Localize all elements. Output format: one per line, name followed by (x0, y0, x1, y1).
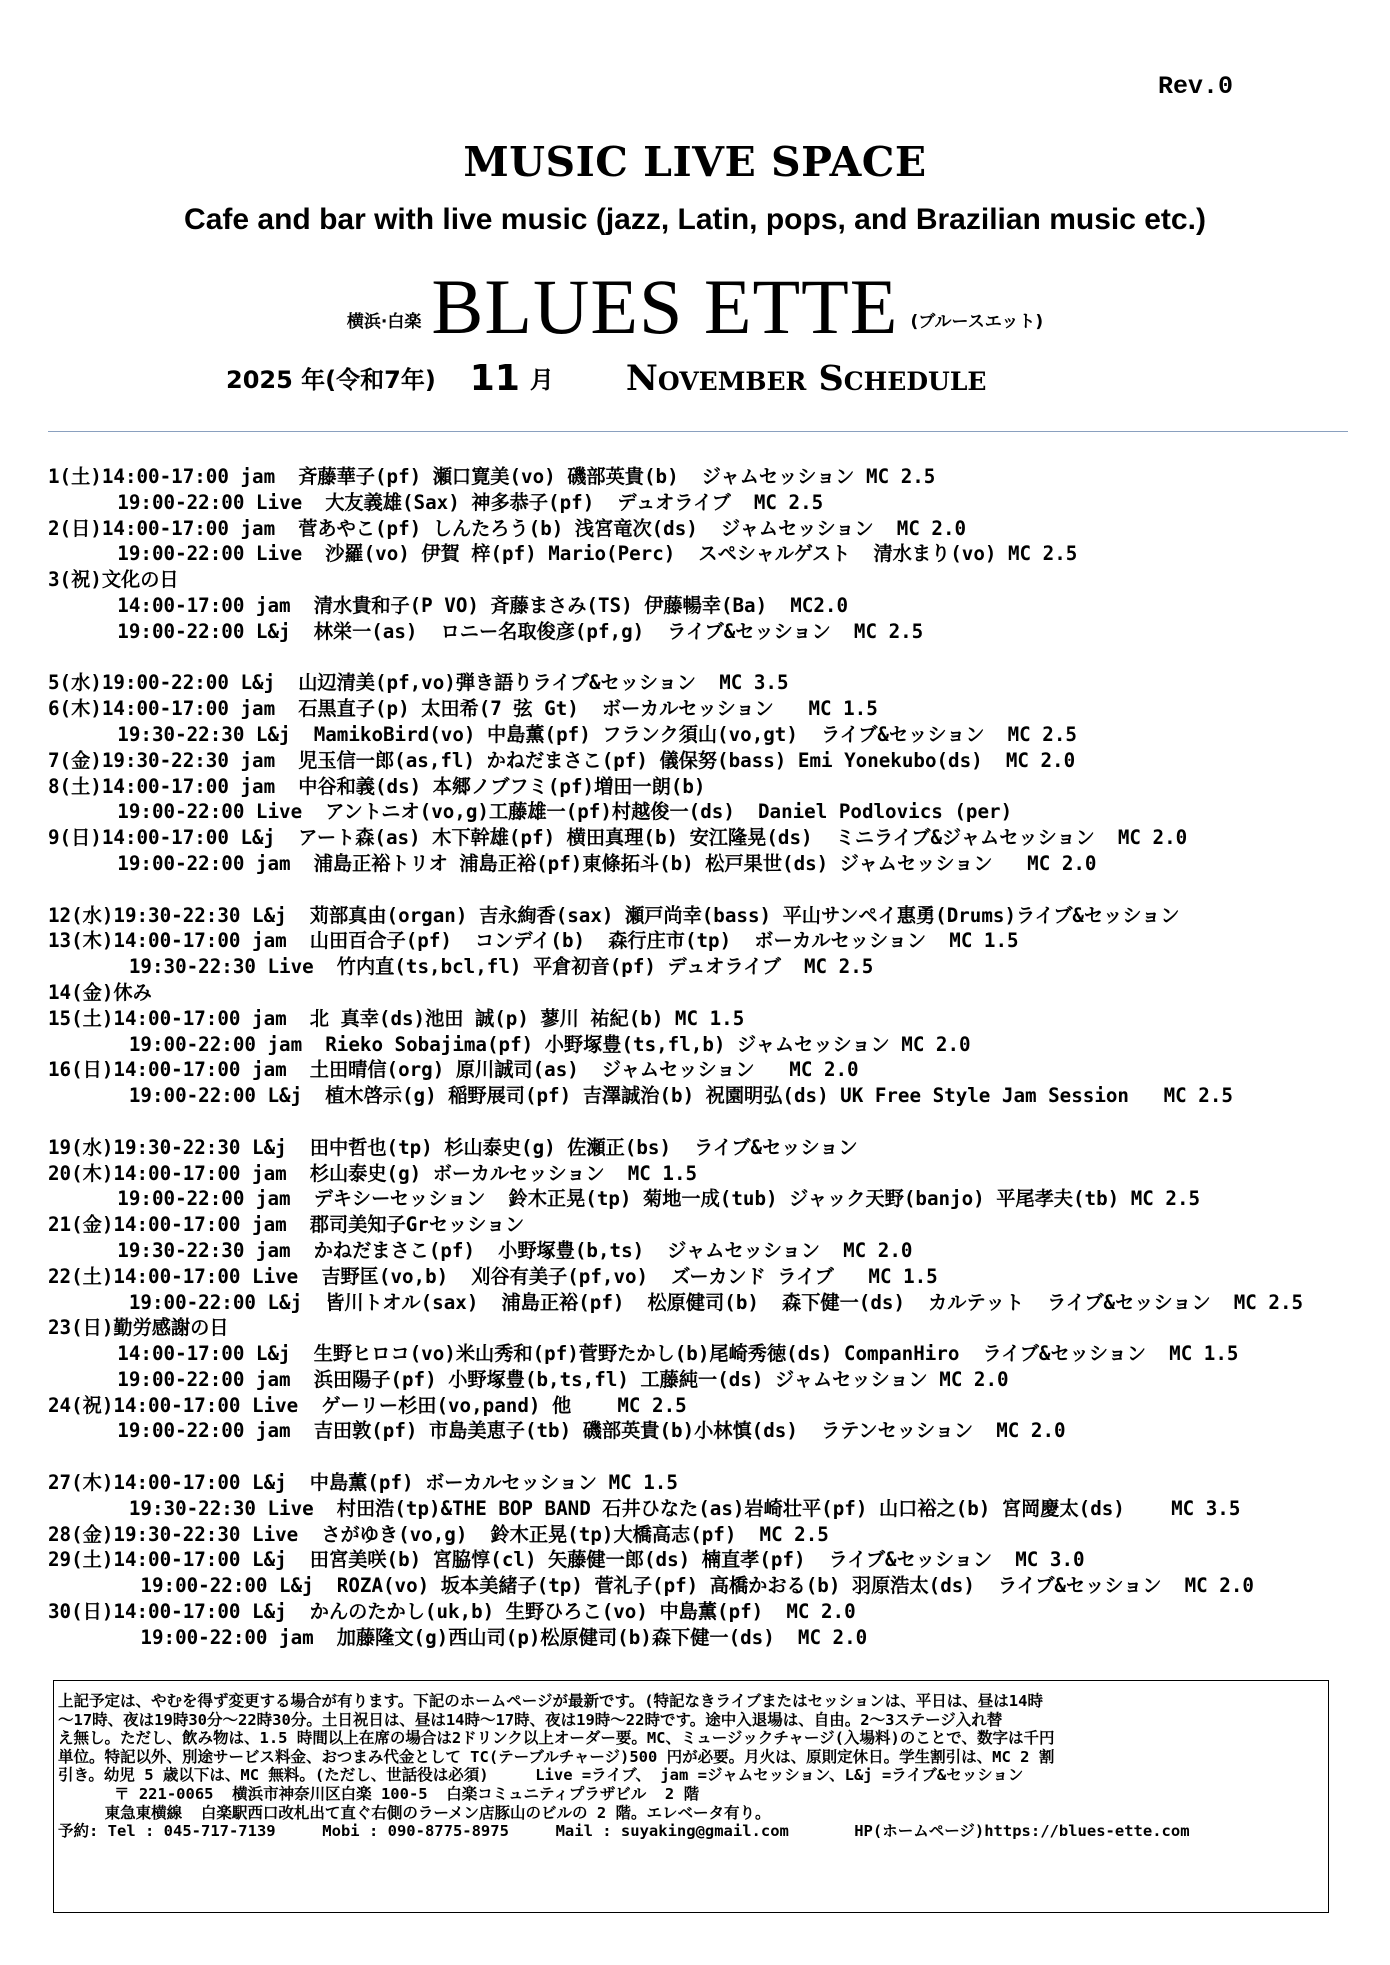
schedule-line: 14:00-17:00 L&j 生野ヒロコ(vo)米山秀和(pf)菅野たかし(b)尾崎秀徳(ds) CompanHiro ライブ&セッション MC 1.5 (48, 1342, 1239, 1366)
schedule-month-unit: 月 (529, 366, 554, 394)
brand-location: 横浜·白楽 (346, 312, 422, 332)
header-divider (48, 431, 1348, 432)
brand-reading: (ブルースエット) (910, 312, 1044, 332)
schedule-line: 19:00-22:00 jam 吉田敦(pf) 市島美恵子(tb) 磯部英貴(b)小林慎(ds) ラテンセッション MC 2.0 (48, 1419, 1066, 1443)
schedule-line: 6(木)14:00-17:00 jam 石黒直子(p) 太田希(7 弦 Gt) ボーカルセッション MC 1.5 (48, 697, 878, 721)
schedule-gap (48, 1109, 1348, 1135)
brand-name: BLUES ETTE (431, 263, 899, 350)
schedule-line: 13(木)14:00-17:00 jam 山田百合子(pf) コンデイ(b) 森行庄市(tp) ボーカルセッション MC 1.5 (48, 929, 1019, 953)
notice-box (53, 1680, 1329, 1913)
schedule-line: 15(土)14:00-17:00 jam 北 真幸(ds)池田 誠(p) 蓼川 祐紀(b) MC 1.5 (48, 1006, 745, 1030)
schedule-line: 2(日)14:00-17:00 jam 菅あやこ(pf) しんたろう(b) 浅宮竜次(ds) ジャムセッション MC 2.0 (48, 516, 967, 540)
schedule-line: 19:00-22:00 jam 浦島正裕トリオ 浦島正裕(pf)東條拓斗(b) 松戸果世(ds) ジャムセッション MC 2.0 (48, 851, 1097, 875)
schedule-line: 19:00-22:00 L&j 林栄一(as) ロニー名取俊彦(pf,g) ライブ&セッション MC 2.5 (48, 619, 924, 643)
notice-line: 引き。幼児 5 歳以下は、MC 無料。(ただし、世話役は必須) Live =ライブ、 jam =ジャムセッション、L&j =ライブ&セッション (58, 1766, 1024, 1785)
schedule-month: 11 (469, 358, 520, 399)
schedule-line: 19(水)19:30-22:30 L&j 田中哲也(tp) 杉山泰史(g) 佐瀬正(bs) ライブ&セッション (48, 1135, 858, 1159)
schedule-line: 28(金)19:30-22:30 Live さがゆき(vo,g) 鈴木正晃(tp)大橋高志(pf) MC 2.5 (48, 1522, 829, 1546)
schedule-line: 19:30-22:30 L&j MamikoBird(vo) 中島薫(pf) フランク須山(vo,gt) ライブ&セッション MC 2.5 (48, 722, 1077, 746)
schedule-line: 19:00-22:00 jam 加藤隆文(g)西山司(p)松原健司(b)森下健一(ds) MC 2.0 (48, 1625, 868, 1649)
schedule-line: 3(祝)文化の日 (48, 568, 179, 592)
page-title: MUSIC LIVE SPACE (463, 138, 927, 186)
schedule-line: 19:00-22:00 L&j ROZA(vo) 坂本美緒子(tp) 菅礼子(pf) 高橋かおる(b) 羽原浩太(ds) ライブ&セッション MC 2.0 (48, 1574, 1254, 1598)
date-line (226, 358, 986, 399)
schedule-line: 19:00-22:00 jam デキシーセッション 鈴木正晃(tp) 菊地一成(tub) ジャック天野(banjo) 平尾孝夫(tb) MC 2.5 (48, 1187, 1201, 1211)
schedule-line: 16(日)14:00-17:00 jam 土田晴信(org) 原川誠司(as) ジャムセッション MC 2.0 (48, 1058, 859, 1082)
schedule-line: 19:00-22:00 Live アントニオ(vo,g)工藤雄一(pf)村越俊一(ds) Daniel Podlovics (per) (48, 800, 1013, 824)
schedule-line: 5(水)19:00-22:00 L&j 山辺清美(pf,vo)弾き語りライブ&セッション MC 3.5 (48, 671, 789, 695)
schedule-line: 12(水)19:30-22:30 L&j 苅部真由(organ) 吉永絢香(sax) 瀬戸尚幸(bass) 平山サンペイ惠勇(Drums)ライブ&セッション (48, 903, 1180, 927)
schedule-line: 9(日)14:00-17:00 L&j アート森(as) 木下幹雄(pf) 横田真理(b) 安江隆晃(ds) ミニライブ&ジャムセッション MC 2.0 (48, 826, 1188, 850)
notice-line: 〒 221-0065 横浜市神奈川区白楽 100-5 白楽コミュニティプラザビル 2 階 (58, 1784, 700, 1803)
notice-line: 東急東横線 白楽駅西口改札出て直ぐ右側のラーメン店豚山のビルの 2 階。エレベータ有り。 (58, 1803, 771, 1822)
notice-line: 予約: Tel : 045-717-7139 Mobi : 090-8775-8975 Mail : suyaking@gmail.com HP(ホームページ)https://blues-ette.com (58, 1822, 1190, 1841)
schedule-line: 19:00-22:00 L&j 皆川トオル(sax) 浦島正裕(pf) 松原健司(b) 森下健一(ds) カルテット ライブ&セッション MC 2.5 (48, 1290, 1304, 1314)
notice-line: え無し。ただし、飲み物は、1.5 時間以上在席の場合は2ドリンク以上オーダー要。MC、ミュージックチャージ(入場料)のことで、数字は千円 (58, 1729, 1055, 1748)
schedule-line: 19:30-22:30 jam かねだまさこ(pf) 小野塚豊(b,ts) ジャムセッション MC 2.0 (48, 1238, 913, 1262)
schedule-line: 20(木)14:00-17:00 jam 杉山泰史(g) ボーカルセッション MC 1.5 (48, 1161, 698, 1185)
page-subtitle: Cafe and bar with live music (jazz, Latin, pops, and Brazilian music etc.) (184, 203, 1206, 236)
schedule-line: 21(金)14:00-17:00 jam 郡司美知子Grセッション (48, 1213, 525, 1237)
schedule-title: November Schedule (625, 358, 987, 399)
schedule-gap (48, 645, 1348, 671)
schedule-line: 19:00-22:00 Live 大友義雄(Sax) 神多恭子(pf) デュオライブ MC 2.5 (48, 490, 824, 514)
schedule-line: 30(日)14:00-17:00 L&j かんのたかし(uk,b) 生野ひろこ(vo) 中島薫(pf) MC 2.0 (48, 1600, 856, 1624)
brand-line (0, 262, 1390, 352)
schedule-line: 27(木)14:00-17:00 L&j 中島薫(pf) ボーカルセッション MC 1.5 (48, 1471, 678, 1495)
schedule-line: 19:00-22:00 Live 沙羅(vo) 伊賀 梓(pf) Mario(Perc) スペシャルゲスト 清水まり(vo) MC 2.5 (48, 542, 1078, 566)
schedule-line: 23(日)勤労感謝の日 (48, 1316, 229, 1340)
schedule-line: 19:00-22:00 jam 浜田陽子(pf) 小野塚豊(b,ts,fl) 工藤純一(ds) ジャムセッション MC 2.0 (48, 1367, 1009, 1391)
schedule-line: 19:00-22:00 jam Rieko Sobajima(pf) 小野塚豊(ts,fl,b) ジャムセッション MC 2.0 (48, 1032, 971, 1056)
schedule-line: 22(土)14:00-17:00 Live 吉野匡(vo,b) 刈谷有美子(pf,vo) ズーカンド ライブ MC 1.5 (48, 1264, 938, 1288)
notice-line: 単位。特記以外、別途サービス料金、おつまみ代金として TC(テーブルチャージ)500 円が必要。月火は、原則定休日。学生割引は、MC 2 割 (58, 1747, 1055, 1766)
schedule-line: 7(金)19:30-22:30 jam 児玉信一郎(as,fl) かねだまさこ(pf) 儀保努(bass) Emi Yonekubo(ds) MC 2.0 (48, 748, 1076, 772)
schedule-line: 14:00-17:00 jam 清水貴和子(P VO) 斉藤まさみ(TS) 伊藤暢幸(Ba) MC2.0 (48, 593, 849, 617)
schedule-list (48, 464, 1348, 1651)
schedule-gap (48, 877, 1348, 903)
schedule-line: 1(土)14:00-17:00 jam 斉藤華子(pf) 瀬口寛美(vo) 磯部英貴(b) ジャムセッション MC 2.5 (48, 465, 936, 488)
notice-line: 〜17時、夜は19時30分〜22時30分。土日祝日は、昼は14時〜17時、夜は19時〜22時です。途中入退場は、自由。2〜3ステージ入れ替 (58, 1710, 1003, 1729)
schedule-line: 19:00-22:00 L&j 植木啓示(g) 稲野展司(pf) 吉澤誠治(b) 祝園明弘(ds) UK Free Style Jam Session MC 2.5 (48, 1084, 1233, 1108)
schedule-line: 19:30-22:30 Live 村田浩(tp)&THE BOP BAND 石井ひなた(as)岩崎壮平(pf) 山口裕之(b) 宮岡慶太(ds) MC 3.5 (48, 1496, 1241, 1520)
notice-line: 上記予定は、やむを得ず変更する場合が有ります。下記のホームページが最新です。(特記なきライブまたはセッションは、平日は、昼は14時 (58, 1692, 1043, 1710)
schedule-line: 19:30-22:30 Live 竹内直(ts,bcl,fl) 平倉初音(pf) デュオライブ MC 2.5 (48, 955, 874, 979)
schedule-year: 2025 年(令和7年) (226, 366, 436, 394)
schedule-line: 29(土)14:00-17:00 L&j 田宮美咲(b) 宮脇惇(cl) 矢藤健一郎(ds) 楠直孝(pf) ライブ&セッション MC 3.0 (48, 1548, 1085, 1572)
schedule-line: 8(土)14:00-17:00 jam 中谷和義(ds) 本郷ノブフミ(pf)増田一朗(b) (48, 774, 706, 798)
schedule-line: 14(金)休み (48, 980, 152, 1004)
schedule-line: 24(祝)14:00-17:00 Live ゲーリー杉田(vo,pand) 他 MC 2.5 (48, 1393, 687, 1417)
revision-label: Rev.0 (1158, 72, 1234, 101)
schedule-gap (48, 1444, 1348, 1470)
